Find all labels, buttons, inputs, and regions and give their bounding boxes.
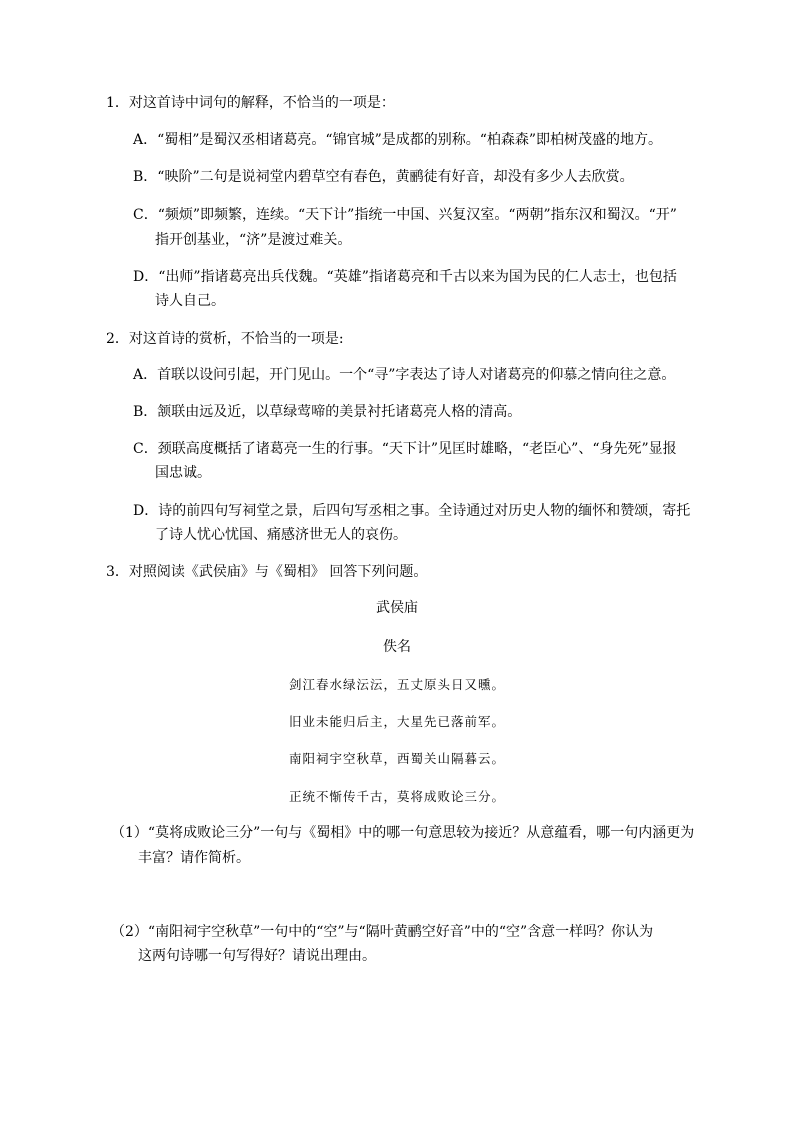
question-1-option-c-line1: C．“频烦”即频繁，连续。“天下计”指统一中国、兴复汉室。“两朝”指东汉和蜀汉。“开” (133, 207, 677, 223)
poem-line: 正统不惭传千古，莫将成败论三分。 (288, 789, 505, 804)
question-2-option-d-line2: 了诗人忧心忧国、痛感济世无人的哀伤。 (155, 527, 407, 543)
poem-line: 旧业未能归后主，大星先已落前军。 (288, 714, 505, 729)
question-2-option-b: B．颔联由远及近，以草绿莺啼的美景衬托诸葛亮人格的清高。 (133, 404, 522, 420)
poem-line: 剑江春水绿沄沄，五丈原头日又曛。 (288, 677, 505, 692)
poem-author: 佚名 (383, 639, 411, 655)
poem-line: 南阳祠宇空秋草，西蜀关山隔暮云。 (288, 751, 505, 766)
question-1-option-b: B．“映阶”二句是说祠堂内碧草空有春色，黄鹂徒有好音，却没有多少人去欣赏。 (133, 169, 634, 185)
subquestion-2-line2: 这两句诗哪一句写得好？请说出理由。 (138, 948, 376, 964)
poem-title: 武侯庙 (376, 600, 418, 616)
question-1-option-c-line2: 指开创基业，“济”是渡过难关。 (155, 232, 352, 248)
question-2-option-c-line2: 国忠诚。 (155, 465, 211, 481)
question-1-option-d-line2: 诗人自己。 (155, 293, 225, 309)
question-2-option-c-line1: C．颈联高度概括了诸葛亮一生的行事。“天下计”见匡时雄略，“老臣心”、“身先死”显报 (133, 441, 677, 457)
question-2-option-d-line1: D．诗的前四句写祠堂之景，后四句写丞相之事。全诗通过对历史人物的缅怀和赞颂，寄托 (133, 503, 691, 519)
question-1-option-a: A．“蜀相”是蜀汉丞相诸葛亮。“锦官城”是成都的别称。“柏森森”即柏树茂盛的地方。 (133, 132, 663, 148)
subquestion-1-line1: （1）“莫将成败论三分”一句与《蜀相》中的哪一句意思较为接近？从意蕴看，哪一句内涵更为 (111, 825, 695, 841)
question-1-stem: 1．对这首诗中词句的解释，不恰当的一项是： (106, 95, 395, 111)
subquestion-1-line2: 丰富？请作简析。 (138, 850, 250, 866)
question-1-option-d-line1: D．“出师”指诸葛亮出兵伐魏。“英雄”指诸葛亮和千古以来为国为民的仁人志士，也包括 (133, 269, 677, 285)
question-2-option-a: A．首联以设问引起，开门见山。一个“寻”字表达了诗人对诸葛亮的仰慕之情向往之意。 (133, 367, 676, 383)
subquestion-2-line1: （2）“南阳祠宇空秋草”一句中的“空”与“隔叶黄鹂空好音”中的“空”含意一样吗？你认为 (111, 924, 654, 940)
question-3-stem: 3．对照阅读《武侯庙》与《蜀相》 回答下列问题。 (106, 564, 428, 580)
question-2-stem: 2．对这首诗的赏析，不恰当的一项是: (106, 331, 344, 347)
